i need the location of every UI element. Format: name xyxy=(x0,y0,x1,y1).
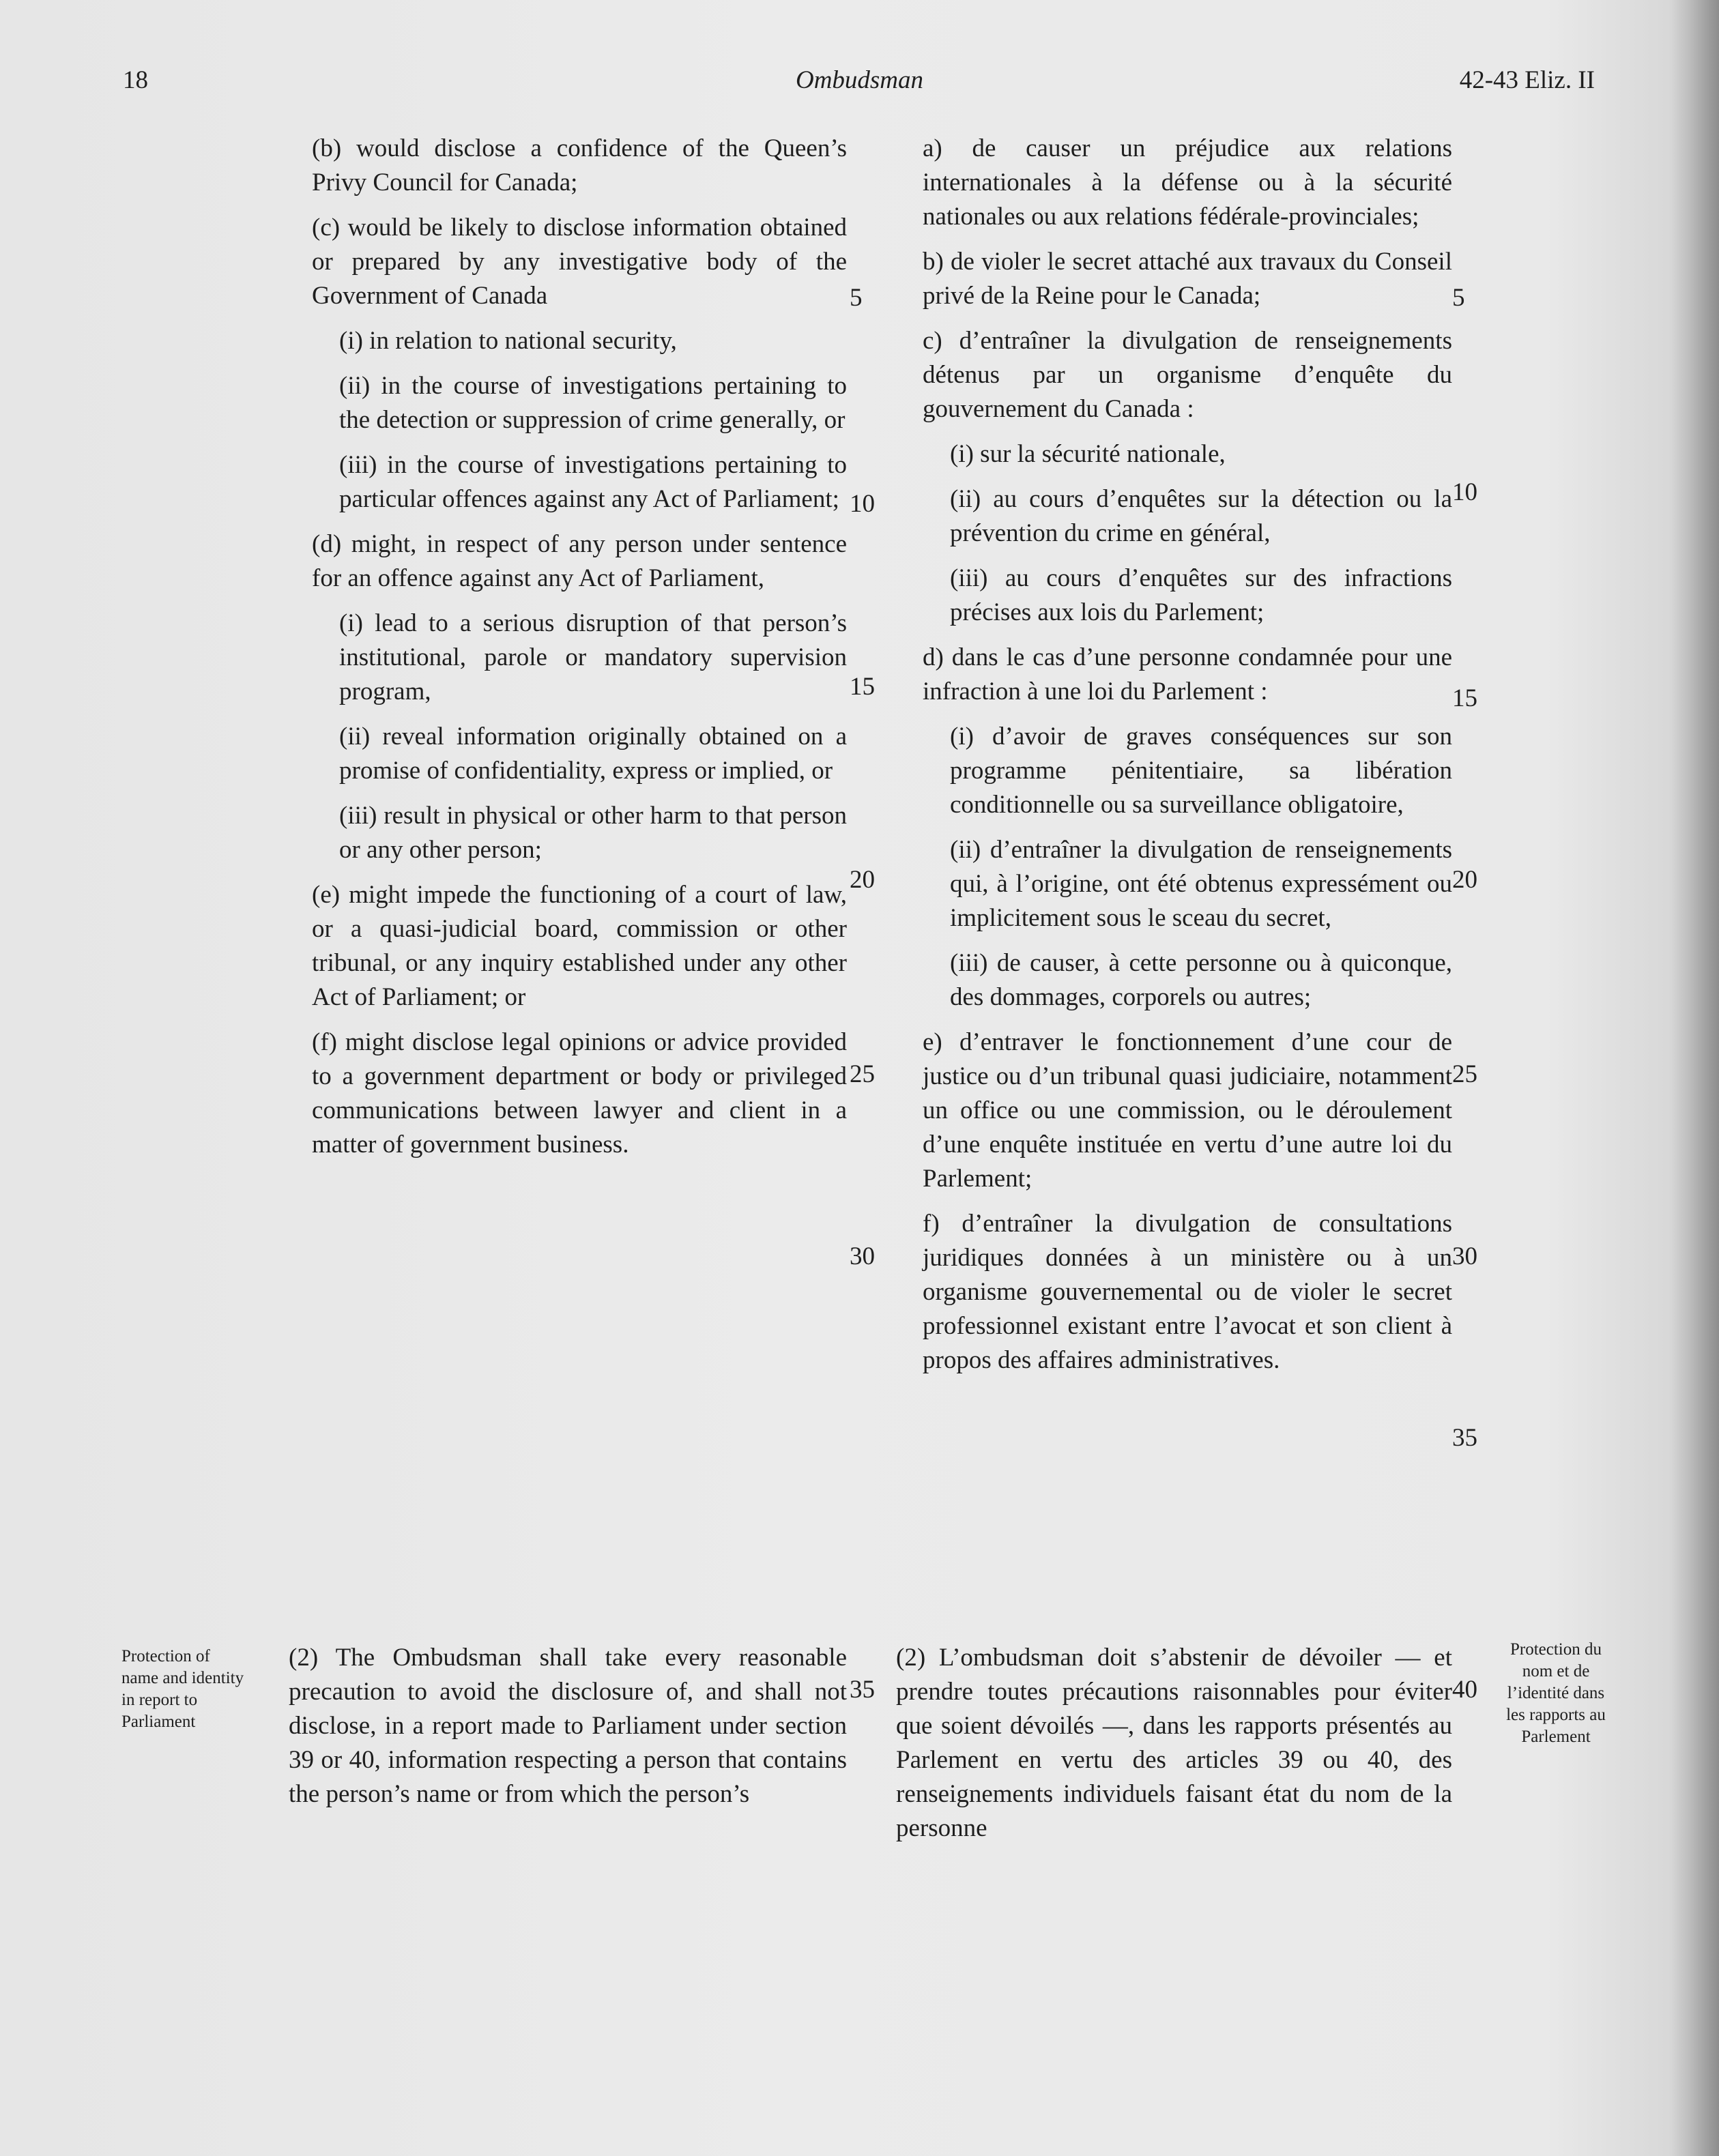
fr-paragraph-f: f) d’entraîner la divulgation de consultations juridiques données à un ministère ou à un organisme gouvernemental ou de violer le secret professionnel existant entre l’avocat et son client à propos des affaires administratives. xyxy=(923,1210,1452,1374)
fr-paragraph-b: b) de violer le secret attaché aux travaux du Conseil privé de la Reine pour le Canada; xyxy=(923,248,1452,310)
en-paragraph-c: (c) would be likely to disclose information obtained or prepared by any investigative body of the Government of Canada xyxy=(312,214,847,310)
fr-subparagraph-c-iii: (iii) au cours d’enquêtes sur des infractions précises aux lois du Parlement; xyxy=(950,564,1452,626)
fr-paragraph-e: e) d’entraver le fonctionnement d’une cour de justice ou d’un tribunal quasi judiciaire, notamment un office ou une commission, ou le déroulement d’une enquête instituée en vertu d’une autre loi du Parlement; xyxy=(923,1028,1452,1193)
en-subparagraph-c-iii: (iii) in the course of investigations pertaining to particular offences against any Act of Parliament; xyxy=(339,451,847,513)
line-number: 30 xyxy=(850,1242,875,1270)
fr-subparagraph-d-iii: (iii) de causer, à cette personne ou à quiconque, des dommages, corporels ou autres; xyxy=(950,949,1452,1011)
marginal-note-fr: Protection du nom et de l’identité dans les rapports au Parlement xyxy=(1506,1640,1606,1746)
fr-subsection-2: (2) L’ombudsman doit s’abstenir de dévoiler — et prendre toutes précautions raisonnables pour éviter que soient dévoilés —, dans les rapports présentés au Parlement en vertu des articles 39 ou 40, des renseignements individuels faisant état du nom de la personne xyxy=(896,1644,1452,1842)
page-title: Ombudsman xyxy=(795,66,924,94)
line-number: 25 xyxy=(1452,1060,1477,1088)
en-subparagraph-c-i: (i) in relation to national security, xyxy=(339,327,677,355)
line-number: 20 xyxy=(850,866,875,894)
en-subsection-2: (2) The Ombudsman shall take every reasonable precaution to avoid the disclosure of, and shall not disclose, in a report made to Parliament under section 39 or 40, information respecting a person that contains the person’s name or from which the person’s xyxy=(289,1644,847,1808)
en-subparagraph-d-i: (i) lead to a serious disruption of that person’s institutional, parole or mandatory supervision program, xyxy=(339,609,847,705)
line-number: 15 xyxy=(850,673,875,701)
line-number: 25 xyxy=(850,1060,875,1088)
line-number: 10 xyxy=(1452,478,1477,506)
en-paragraph-e: (e) might impede the functioning of a court of law, or a quasi-judicial board, commission or other tribunal, or any inquiry established under any other Act of Parliament; or xyxy=(312,881,847,1011)
en-paragraph-b: (b) would disclose a confidence of the Queen’s Privy Council for Canada; xyxy=(312,134,847,196)
line-number: 15 xyxy=(1452,684,1477,712)
en-subparagraph-d-ii: (ii) reveal information originally obtained on a promise of confidentiality, express or implied, or xyxy=(339,723,847,785)
en-paragraph-d: (d) might, in respect of any person under sentence for an offence against any Act of Parliament, xyxy=(312,530,847,592)
fr-paragraph-c: c) d’entraîner la divulgation de renseignements détenus par un organisme d’enquête du gouvernement du Canada : xyxy=(923,327,1452,423)
regnal-year: 42-43 Eliz. II xyxy=(1459,66,1595,94)
fr-paragraph-a: a) de causer un préjudice aux relations internationales à la défense ou à la sécurité nationales ou aux relations fédérale-provinciales; xyxy=(923,134,1452,231)
line-number: 35 xyxy=(1452,1424,1477,1452)
english-subsection-2 xyxy=(289,1641,847,1822)
en-subparagraph-c-ii: (ii) in the course of investigations pertaining to the detection or suppression of crime generally, or xyxy=(339,372,847,434)
line-number: 35 xyxy=(850,1676,875,1704)
fr-subparagraph-c-ii: (ii) au cours d’enquêtes sur la détection ou la prévention du crime en général, xyxy=(950,485,1452,547)
binding-shadow xyxy=(1671,0,1719,2156)
fr-subparagraph-d-i: (i) d’avoir de graves conséquences sur son programme pénitentiaire, sa libération conditionnelle ou sa surveillance obligatoire, xyxy=(950,723,1452,819)
fr-paragraph-d: d) dans le cas d’une personne condamnée pour une infraction à une loi du Parlement : xyxy=(923,643,1452,705)
fr-subparagraph-d-ii: (ii) d’entraîner la divulgation de renseignements qui, à l’origine, ont été obtenus expressément ou implicitement sous le sceau du secret, xyxy=(950,836,1452,932)
line-number: 40 xyxy=(1452,1676,1477,1704)
english-column xyxy=(312,132,847,1173)
bleed-through-text xyxy=(121,280,126,302)
line-number: 30 xyxy=(1452,1242,1477,1270)
page-number: 18 xyxy=(123,66,148,94)
en-subparagraph-d-iii: (iii) result in physical or other harm to that person or any other person; xyxy=(339,802,847,864)
french-column xyxy=(923,132,1452,1388)
french-subsection-2 xyxy=(896,1641,1452,1856)
fr-subparagraph-c-i: (i) sur la sécurité nationale, xyxy=(950,440,1226,468)
line-number: 20 xyxy=(1452,866,1477,894)
line-number: 10 xyxy=(850,490,875,518)
line-number: 5 xyxy=(1452,284,1465,312)
marginal-note-en: Protection of name and identity in report to Parliament xyxy=(121,1647,244,1731)
en-paragraph-f: (f) might disclose legal opinions or advice provided to a government department or body or privileged communications between lawyer and client in a matter of government business. xyxy=(312,1028,847,1159)
line-number: 5 xyxy=(850,284,863,312)
